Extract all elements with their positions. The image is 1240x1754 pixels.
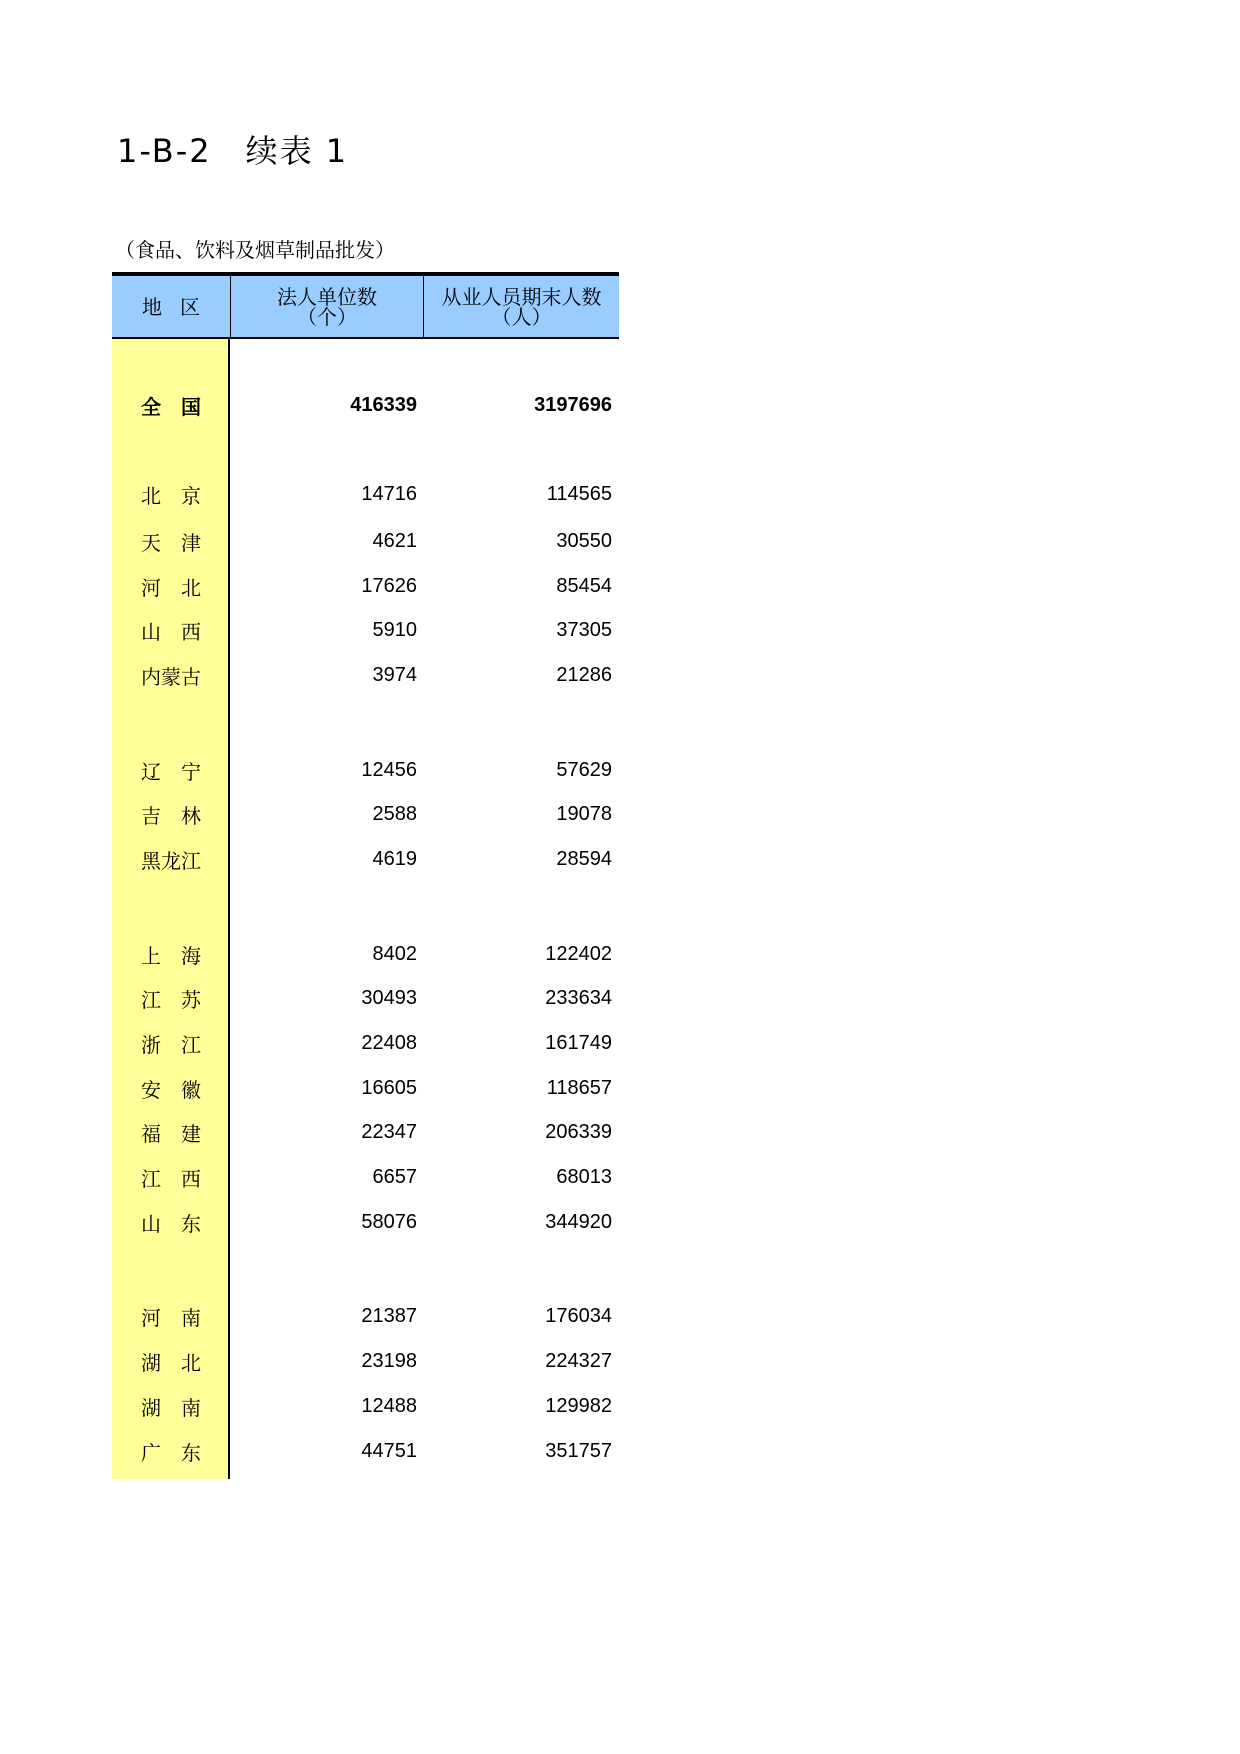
spacer-row xyxy=(112,1245,619,1295)
empty-cell xyxy=(112,339,230,380)
table-row xyxy=(112,1066,619,1111)
region-cell: 湖 南 xyxy=(112,1384,230,1429)
region-cell: 河 南 xyxy=(112,1295,230,1340)
region-cell: 浙 江 xyxy=(112,1021,230,1066)
units-cell: 6657 xyxy=(372,1166,417,1189)
table-row xyxy=(112,519,619,564)
workers-cell: 344920 xyxy=(545,1210,612,1233)
region-cell: 辽 宁 xyxy=(112,748,230,793)
empty-cell xyxy=(422,430,617,469)
units-cell: 22408 xyxy=(361,1032,417,1055)
table-row xyxy=(112,469,619,519)
workers-cell: 85454 xyxy=(556,574,612,597)
units-cell: 4619 xyxy=(372,847,417,870)
workers-cell: 21286 xyxy=(556,663,612,686)
table-row xyxy=(112,1021,619,1066)
statistics-table xyxy=(112,272,619,1479)
workers-cell: 233634 xyxy=(545,987,612,1010)
table-row xyxy=(112,1155,619,1200)
region-cell: 湖 北 xyxy=(112,1339,230,1384)
header-units xyxy=(231,276,424,337)
table-row xyxy=(112,380,619,430)
units-cell: 23198 xyxy=(361,1350,417,1373)
table-row xyxy=(112,608,619,653)
spacer-row xyxy=(112,1473,619,1479)
region-cell: 内蒙古 xyxy=(112,653,230,698)
region-cell: 山 西 xyxy=(112,608,230,653)
workers-cell: 114565 xyxy=(546,482,612,505)
workers-cell: 57629 xyxy=(556,758,612,781)
table-row xyxy=(112,1200,619,1245)
table-header xyxy=(112,276,619,339)
table-row xyxy=(112,837,619,882)
region-cell: 上 海 xyxy=(112,932,230,977)
workers-cell: 206339 xyxy=(545,1121,612,1144)
table-row xyxy=(112,748,619,793)
region-cell: 山 东 xyxy=(112,1200,230,1245)
table-row xyxy=(112,1384,619,1429)
header-workers-line1: 从业人员期末人数 xyxy=(441,284,602,309)
region-cell: 黑龙江 xyxy=(112,837,230,882)
region-cell: 江 苏 xyxy=(112,977,230,1022)
units-cell: 22347 xyxy=(361,1121,417,1144)
table-row xyxy=(112,1295,619,1340)
units-cell: 416339 xyxy=(350,393,417,416)
workers-cell: 30550 xyxy=(556,529,612,552)
empty-cell xyxy=(230,882,422,932)
units-cell: 16605 xyxy=(361,1076,417,1099)
header-units-line1: 法人单位数 xyxy=(277,284,377,309)
spacer-row xyxy=(112,339,619,380)
workers-cell: 68013 xyxy=(556,1166,612,1189)
region-cell: 河 北 xyxy=(112,564,230,609)
empty-cell xyxy=(230,698,422,748)
units-cell: 8402 xyxy=(372,942,417,965)
table-row xyxy=(112,653,619,698)
units-cell: 21387 xyxy=(361,1305,417,1328)
units-cell: 2588 xyxy=(372,803,417,826)
units-cell: 4621 xyxy=(372,529,417,552)
table-row xyxy=(112,977,619,1022)
empty-cell xyxy=(112,1473,230,1479)
region-cell: 江 西 xyxy=(112,1155,230,1200)
workers-cell: 28594 xyxy=(556,847,612,870)
spacer-row xyxy=(112,430,619,469)
units-cell: 12488 xyxy=(361,1394,417,1417)
units-cell: 17626 xyxy=(361,574,417,597)
header-workers xyxy=(424,276,619,337)
units-cell: 5910 xyxy=(372,619,417,642)
table-row xyxy=(112,564,619,609)
units-cell: 30493 xyxy=(361,987,417,1010)
page-title: 1-B-2 续表 1 xyxy=(117,132,349,170)
spacer-row xyxy=(112,698,619,748)
empty-cell xyxy=(230,1473,422,1479)
empty-cell xyxy=(112,698,230,748)
empty-cell xyxy=(112,1245,230,1295)
workers-cell: 3197696 xyxy=(534,393,612,416)
units-cell: 14716 xyxy=(361,482,417,505)
empty-cell xyxy=(422,1245,617,1295)
workers-cell: 129982 xyxy=(545,1394,612,1417)
region-cell: 吉 林 xyxy=(112,792,230,837)
empty-cell xyxy=(112,882,230,932)
region-cell: 福 建 xyxy=(112,1111,230,1156)
workers-cell: 118657 xyxy=(546,1076,612,1099)
header-units-line2: （个） xyxy=(297,304,357,329)
spacer-row xyxy=(112,882,619,932)
region-cell: 安 徽 xyxy=(112,1066,230,1111)
table-row xyxy=(112,792,619,837)
empty-cell xyxy=(422,339,617,380)
region-cell: 全 国 xyxy=(112,380,230,430)
table-row xyxy=(112,932,619,977)
header-workers-line2: （人） xyxy=(491,304,552,329)
empty-cell xyxy=(422,1473,617,1479)
units-cell: 12456 xyxy=(361,758,417,781)
workers-cell: 176034 xyxy=(545,1305,612,1328)
header-region xyxy=(112,276,231,337)
table-subtitle: （食品、饮料及烟草制品批发） xyxy=(115,238,395,262)
table-row xyxy=(112,1429,619,1474)
workers-cell: 351757 xyxy=(545,1439,612,1462)
workers-cell: 224327 xyxy=(545,1350,612,1373)
table-body xyxy=(112,339,619,1479)
empty-cell xyxy=(422,698,617,748)
region-cell: 广 东 xyxy=(112,1429,230,1474)
workers-cell: 19078 xyxy=(556,803,612,826)
empty-cell xyxy=(230,1245,422,1295)
header-region-label: 地区 xyxy=(142,294,218,319)
units-cell: 44751 xyxy=(361,1439,417,1462)
region-cell: 北 京 xyxy=(112,469,230,519)
table-row xyxy=(112,1339,619,1384)
workers-cell: 122402 xyxy=(545,942,612,965)
units-cell: 58076 xyxy=(361,1210,417,1233)
table-row xyxy=(112,1111,619,1156)
region-cell: 天 津 xyxy=(112,519,230,564)
workers-cell: 37305 xyxy=(556,619,612,642)
empty-cell xyxy=(230,430,422,469)
empty-cell xyxy=(112,430,230,469)
units-cell: 3974 xyxy=(372,663,417,686)
workers-cell: 161749 xyxy=(545,1032,612,1055)
empty-cell xyxy=(230,339,422,380)
empty-cell xyxy=(422,882,617,932)
